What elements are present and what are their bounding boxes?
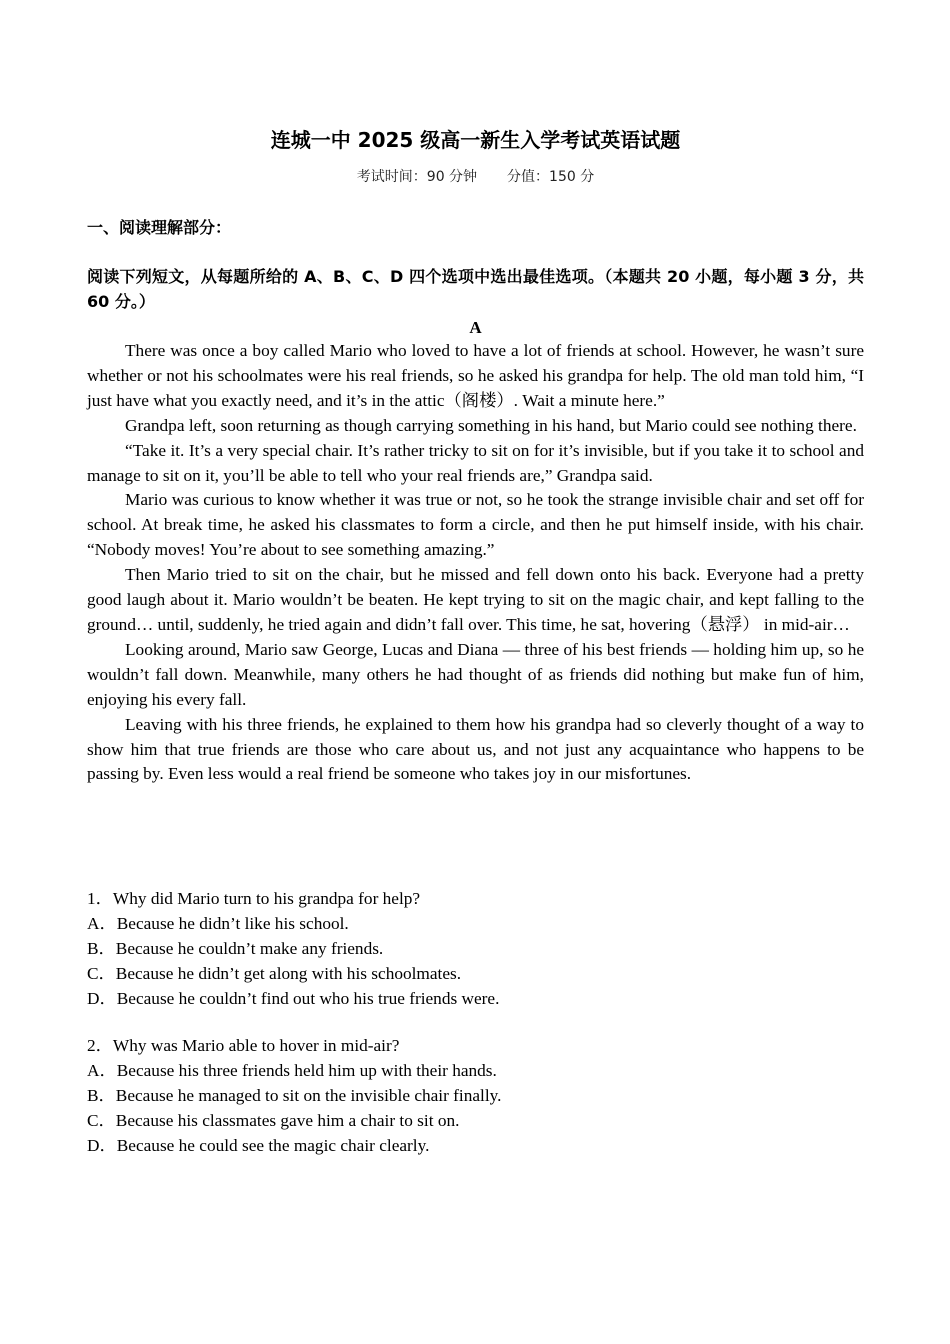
passage-paragraph: Leaving with his three friends, he explained to them how his grandpa had so cleverly thought of a way to show him that true friends are those who care about us, and not just any acquaintance who happens to be passing by. Even less would a real friend be someone who takes joy in our misfortunes. bbox=[87, 714, 864, 784]
option-c: C．Because he didn’t get along with his schoolmates. bbox=[87, 963, 462, 983]
option-b: B．Because he couldn’t make any friends. bbox=[87, 938, 384, 958]
passage-paragraph: Then Mario tried to sit on the chair, but he missed and fell down onto his back. Everyone had a pretty good laugh about it. Mario wouldn’t be beaten. He kept trying to sit on the magic chair, and kept falling to the ground… until, suddenly, he tried again and didn’t fall over. This time, he sat, hovering（悬浮） in mid-air… bbox=[87, 565, 864, 634]
option-a: A．Because his three friends held him up with their hands. bbox=[87, 1060, 497, 1080]
question-stem: 2．Why was Mario able to hover in mid-air? bbox=[87, 1036, 400, 1055]
passage-paragraph: Looking around, Mario saw George, Lucas and Diana — three of his best friends — holding him up, so he wouldn’t fall down. Meanwhile, many others he had thought of as friends did nothing but make fun of him, enjoying his every fall. bbox=[87, 639, 864, 709]
exam-title: 连城一中 2025 级高一新生入学考试英语试题 bbox=[270, 128, 681, 152]
question-stem: 1．Why did Mario turn to his grandpa for help? bbox=[87, 889, 421, 908]
exam-score: 分值：150 分 bbox=[507, 169, 595, 185]
passage-paragraph: Mario was curious to know whether it was true or not, so he took the strange invisible chair and set off for school. At break time, he asked his classmates to form a circle, and then he put himself inside, with his chair. “Nobody moves! You’re about to see something amazing.” bbox=[87, 490, 864, 560]
question-1 bbox=[87, 887, 499, 1012]
option-b: B．Because he managed to sit on the invisible chair finally. bbox=[87, 1085, 502, 1105]
exam-time: 考试时间：90 分钟 bbox=[356, 169, 478, 185]
option-d: D．Because he couldn’t find out who his true friends were. bbox=[87, 988, 500, 1008]
passage-paragraph: There was once a boy called Mario who loved to have a lot of friends at school. However, he wasn’t sure whether or not his schoolmates were his real friends, so he asked his grandpa for help. The old man told him, “I just have what you exactly need, and it’s in the attic（阁楼）. Wait a minute here.” bbox=[87, 341, 864, 410]
option-a: A．Because he didn’t like his school. bbox=[87, 913, 349, 933]
question-2 bbox=[87, 1034, 501, 1159]
section-heading: 一、阅读理解部分： bbox=[87, 218, 232, 237]
option-c: C．Because his classmates gave him a chair to sit on. bbox=[87, 1110, 460, 1130]
exam-info bbox=[87, 166, 864, 188]
passage-paragraph: Grandpa left, soon returning as though carrying something in his hand, but Mario could see nothing there. bbox=[125, 415, 857, 435]
passage-label: A bbox=[469, 318, 482, 337]
passage-text bbox=[87, 339, 864, 787]
passage-paragraph: “Take it. It’s a very special chair. It’s rather tricky to sit on for it’s invisible, but if you take it to school and manage to sit on it, you’ll be able to tell who your real friends are,” Grandpa said. bbox=[87, 440, 864, 485]
option-d: D．Because he could see the magic chair clearly. bbox=[87, 1135, 430, 1155]
section-instructions: 阅读下列短文，从每题所给的 A、B、C、D 四个选项中选出最佳选项。（本题共 20 小题，每小题 3 分，共 60 分。） bbox=[87, 267, 864, 311]
